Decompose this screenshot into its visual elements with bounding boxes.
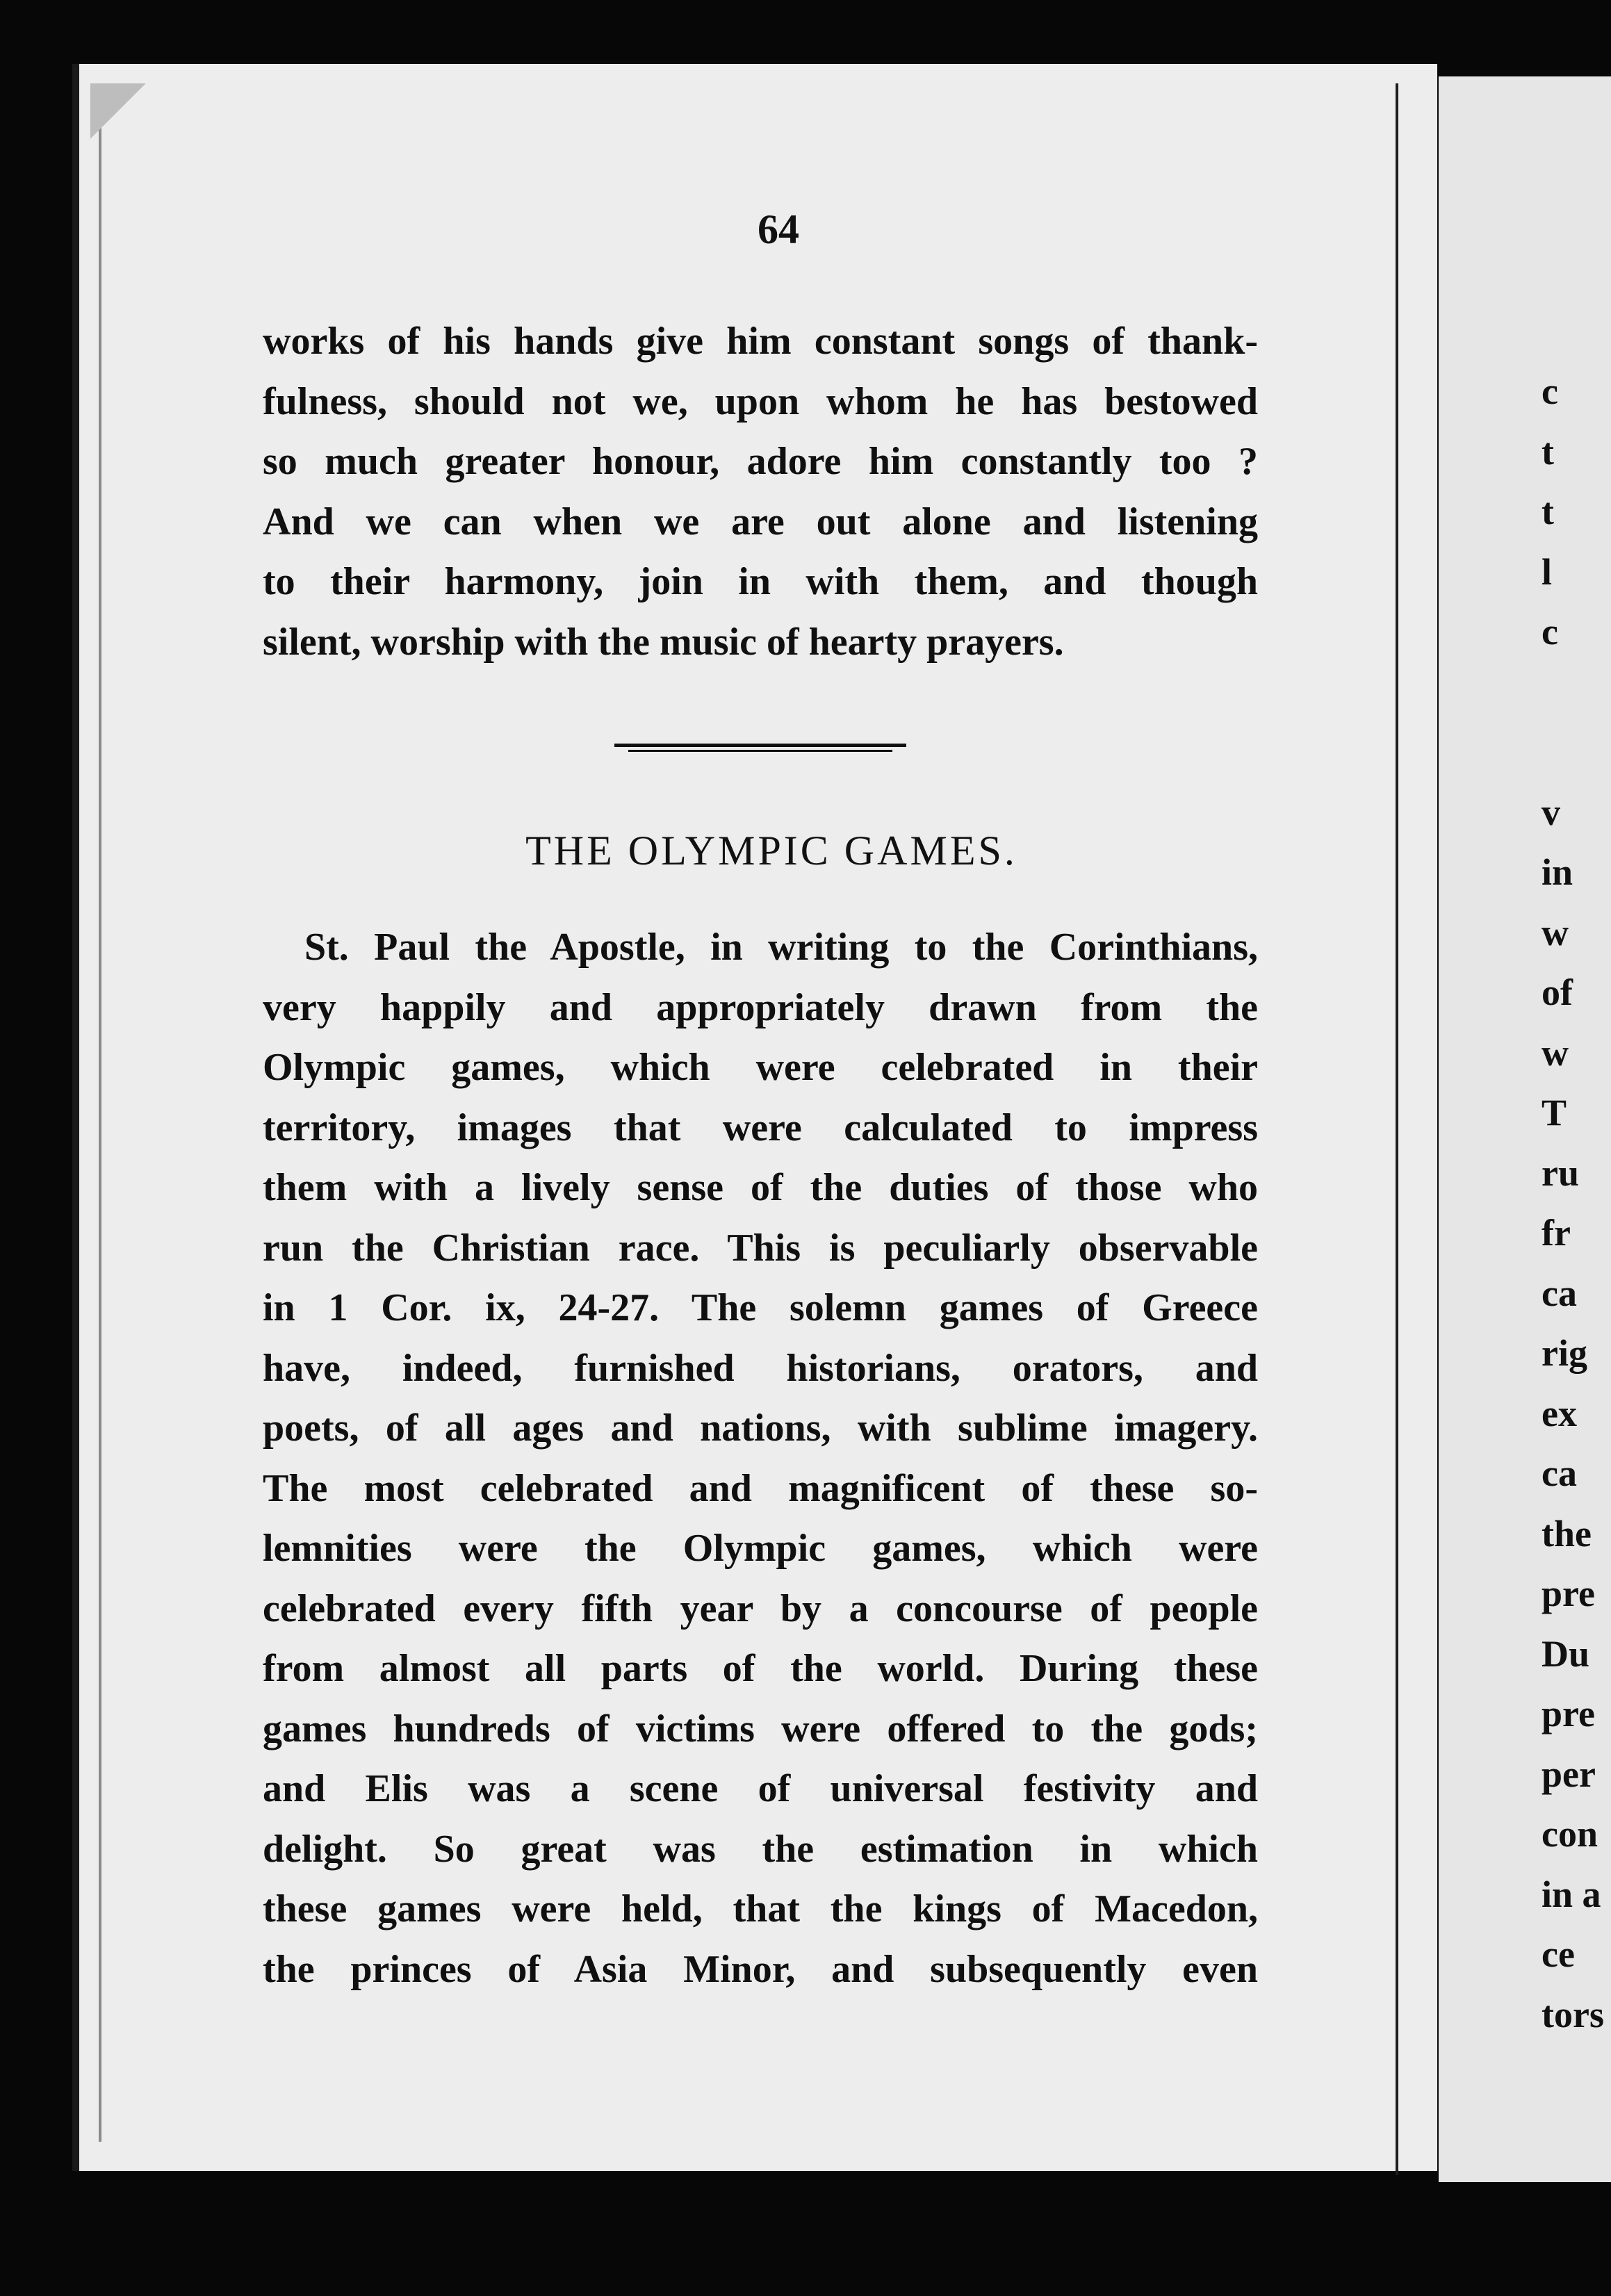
facing-page-fragment: per (1542, 1753, 1596, 1795)
text-line: lemnities were the Olympic games, which were (263, 1527, 1258, 1570)
facing-page-fragment: pre (1542, 1693, 1595, 1735)
text-line: run the Christian race. This is peculiarly observable (263, 1226, 1258, 1270)
text-line: to their harmony, join in with them, and though (263, 560, 1258, 603)
facing-page-fragment: ca (1542, 1272, 1577, 1314)
facing-page-fragment: ex (1542, 1392, 1577, 1434)
text-line: The most celebrated and magnificent of these so- (263, 1466, 1258, 1510)
text-line: And we can when we are out alone and listening (263, 500, 1258, 543)
text-line: and Elis was a scene of universal festivity and (263, 1767, 1258, 1810)
facing-page-fragment: ca (1542, 1452, 1577, 1494)
text-line: in 1 Cor. ix, 24-27. The solemn games of Greece (263, 1286, 1258, 1329)
facing-page-fragment: t (1542, 430, 1554, 473)
facing-page-fragment: ru (1542, 1151, 1579, 1194)
facing-page-fragment (1542, 662, 1611, 723)
folded-corner (90, 83, 146, 139)
facing-page-fragment: rig (1542, 1332, 1587, 1374)
facing-page-fragment: of (1542, 971, 1573, 1013)
facing-page-fragment: in a (1542, 1873, 1601, 1915)
facing-page-fragment: l (1542, 550, 1553, 593)
facing-page-fragment: con (1542, 1813, 1598, 1855)
text-line: have, indeed, furnished historians, orators, and (263, 1346, 1258, 1390)
facing-page-fragment (1542, 722, 1611, 782)
facing-page-fragment: fr (1542, 1212, 1571, 1254)
text-line: delight. So great was the estimation in which (263, 1827, 1258, 1871)
text-line: from almost all parts of the world. During these (263, 1647, 1258, 1690)
text-line: these games were held, that the kings of Macedon, (263, 1887, 1258, 1930)
facing-page-text-fragments (1542, 361, 1611, 2044)
text-line: them with a lively sense of the duties of those who (263, 1166, 1258, 1209)
facing-page-fragment: pre (1542, 1573, 1595, 1614)
page-number: 64 (758, 206, 799, 252)
text-line: celebrated every fifth year by a concourse of people (263, 1586, 1258, 1630)
text-line: fulness, should not we, upon whom he has bestowed (263, 379, 1258, 423)
section-paragraph (263, 917, 1258, 1999)
facing-page-fragment: v (1542, 791, 1560, 833)
text-line: Olympic games, which were celebrated in their (263, 1046, 1258, 1089)
facing-page-fragment: T (1542, 1092, 1567, 1133)
facing-page-fragment: c (1542, 370, 1558, 412)
facing-page-fragment: in (1542, 851, 1573, 893)
facing-page-fragment: w (1542, 1031, 1569, 1074)
facing-page-fragment: t (1542, 491, 1554, 532)
text-line: the princes of Asia Minor, and subsequently even (263, 1947, 1258, 1991)
section-divider (614, 744, 906, 753)
text-line: territory, images that were calculated to impress (263, 1106, 1258, 1149)
page-edge-shadow (99, 85, 101, 2142)
facing-page-fragment: c (1542, 611, 1558, 653)
facing-page-fragment: Du (1542, 1632, 1590, 1675)
text-line: St. Paul the Apostle, in writing to the Corinthians, (304, 926, 1258, 969)
text-line: works of his hands give him constant songs of thank- (263, 320, 1258, 363)
text-line: poets, of all ages and nations, with sublime imagery. (263, 1407, 1258, 1450)
facing-page-fragment: tors (1542, 1993, 1604, 2035)
text-line: silent, worship with the music of hearty prayers. (263, 620, 1064, 664)
facing-page-fragment: ce (1542, 1933, 1575, 1975)
facing-page-fragment: the (1542, 1512, 1592, 1555)
facing-page-fragment: w (1542, 911, 1569, 953)
text-line: so much greater honour, adore him constantly too ? (263, 440, 1258, 483)
continuation-paragraph (263, 311, 1258, 672)
text-line: games hundreds of victims were offered to the gods; (263, 1707, 1258, 1750)
book-gutter (1396, 83, 1398, 2175)
section-title: THE OLYMPIC GAMES. (525, 828, 1017, 874)
text-line: very happily and appropriately drawn from the (263, 985, 1258, 1029)
